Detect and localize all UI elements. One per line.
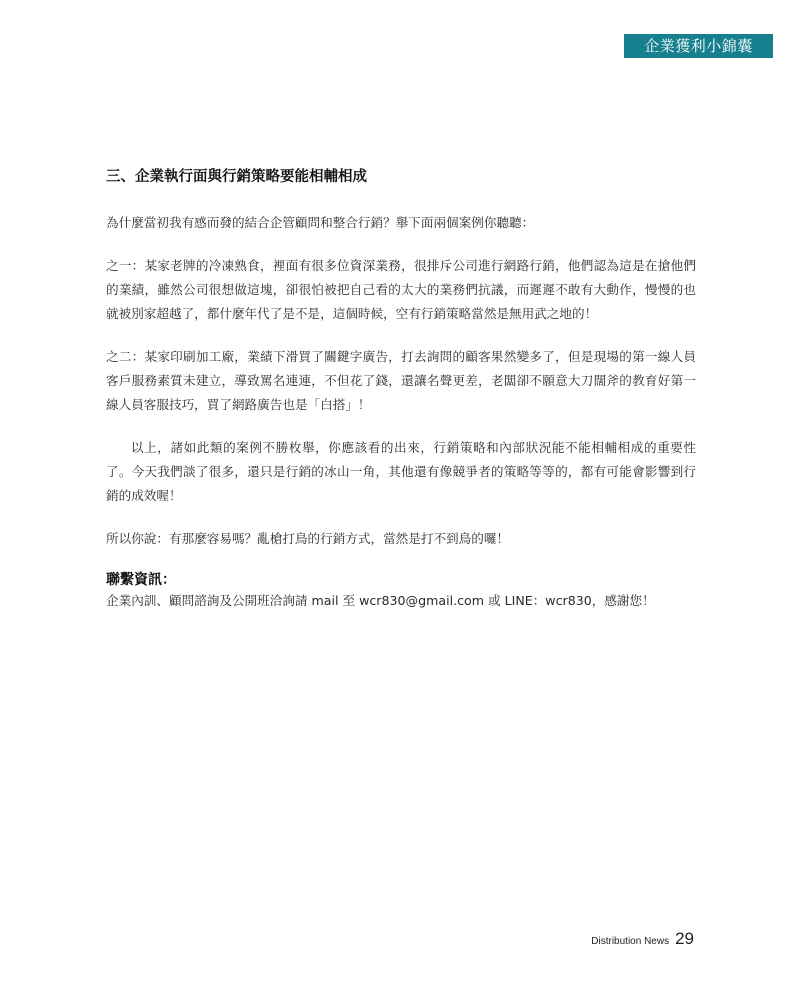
publication-name: Distribution News	[591, 936, 670, 947]
summary-paragraph: 以上，諸如此類的案例不勝枚舉，你應該看的出來，行銷策略和內部狀況能不能相輔相成的重要性了。今天我們談了很多，還只是行銷的冰山一角，其他還有像競爭者的策略等等的，都有可能會影響到行銷的成效喔！	[106, 440, 696, 503]
page-footer	[591, 929, 694, 949]
page-number: 29	[675, 929, 694, 948]
contact-title: 聯繫資訊：	[106, 572, 176, 588]
article-body	[106, 166, 696, 611]
conclusion-paragraph: 所以你說：有那麼容易嗎？亂槍打鳥的行銷方式，當然是打不到鳥的囉！	[106, 531, 509, 546]
intro-paragraph: 為什麼當初我有感而發的結合企管顧問和整合行銷？舉下面兩個案例你聽聽：	[106, 215, 535, 230]
section-heading: 三、企業執行面與行銷策略要能相輔相成	[106, 169, 367, 185]
section-tab: 企業獲利小錦囊	[624, 34, 773, 58]
case-two-paragraph: 之二：某家印刷加工廠，業績下滑買了關鍵字廣告，打去詢問的顧客果然變多了，但是現場的第一線人員客戶服務素質未建立，導致罵名連連，不但花了錢，還讓名聲更差，老闆卻不願意大刀闊斧的教育好第一線人員客服技巧，買了網路廣告也是「白搭」！	[106, 349, 696, 412]
case-one-paragraph: 之一：某家老牌的冷凍熟食，裡面有很多位資深業務，很排斥公司進行網路行銷，他們認為這是在搶他們的業績，雖然公司很想做這塊，卻很怕被把自己看的太大的業務們抗議，而遲遲不敢有大動作，慢慢的也就被別家超越了，都什麼年代了是不是，這個時候，空有行銷策略當然是無用武之地的！	[106, 258, 696, 321]
contact-info: 企業內訓、顧問諮詢及公開班洽詢請 mail 至 wcr830@gmail.com 或 LINE：wcr830，感謝您！	[106, 593, 655, 608]
